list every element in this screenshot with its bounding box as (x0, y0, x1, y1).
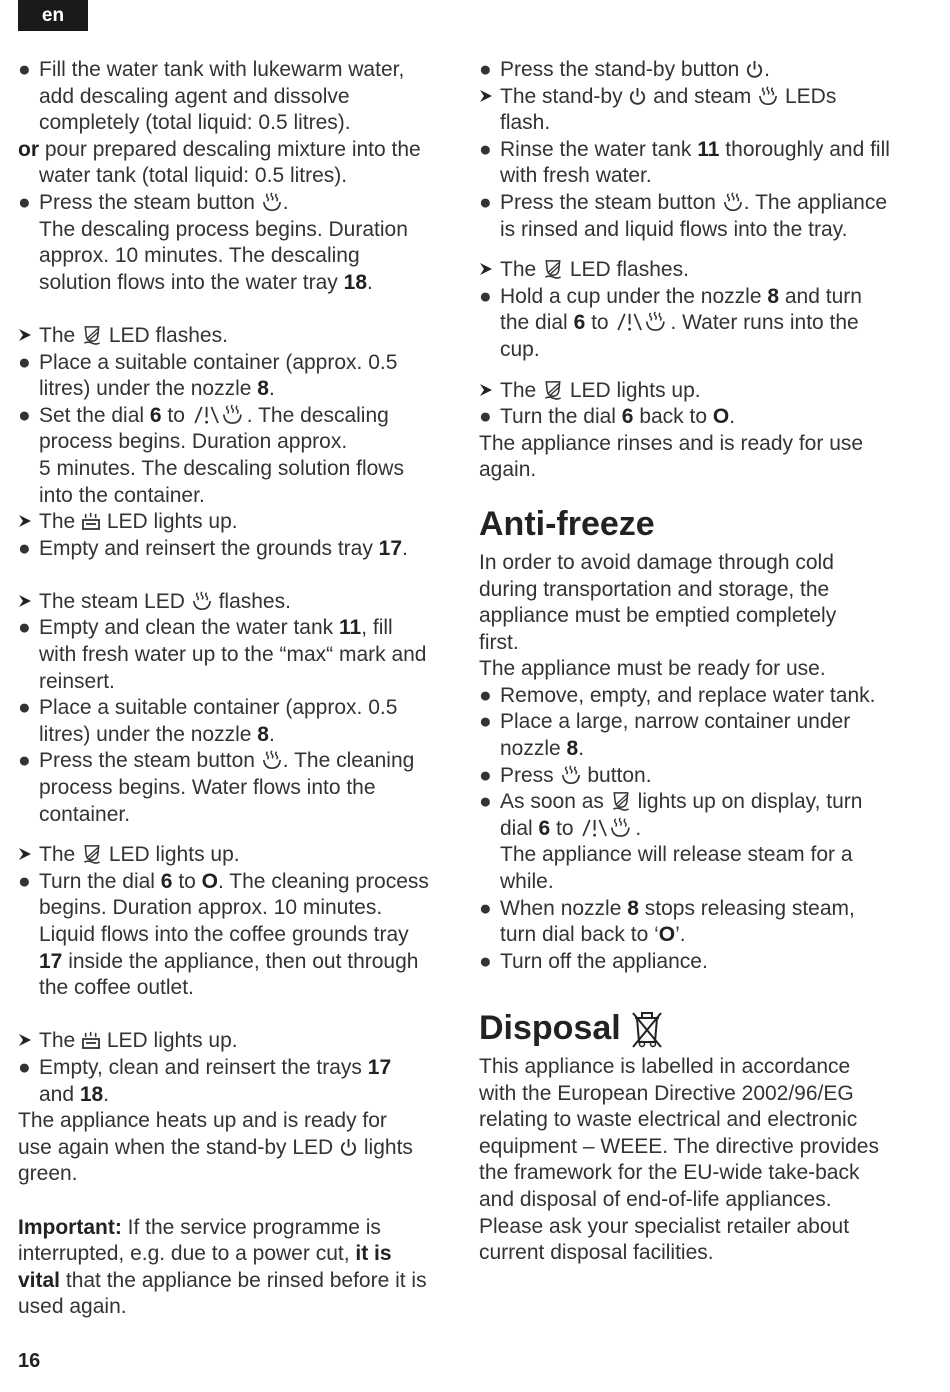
weee-crossed-bin-icon (630, 1009, 664, 1049)
list-item: ● Fill the water tank with lukewarm water, (18, 57, 458, 84)
list-item: ● Empty, clean and reinsert the trays 17 (18, 1055, 392, 1079)
left-column: ● Fill the water tank with lukewarm water, add descaling agent and dissolve completely (total liquid: 0.5 litres). or pour prepared descaling mixture into the water tank (total liquid: 0.5 litres). ● Press the steam button . The descaling process begins. Duration approx. 10 minutes. The descaling solution flows into the water tray 18. The LED flashes. ● Place a suitable container (approx. 0.5 litres) under the nozzle 8. ● Set the dial 6 to . The descaling process begins. Duration approx. 5 minutes. The descaling solution flows into the container. The LED lights up. ● Empty and reinsert the grounds tray 17. The steam LED flashes. ● Empty and clean the water tank 11, fill with fresh water up to the “max“ mark and reinsert. ● Place a suitable container (approx. 0.5 litres) under the nozzle 8. ● Press the steam button . The cleaning process begins. Water flows into the container. The LED lights up. ● Turn the dial 6 to O. The cleaning process begins. Duration approx. 10 minutes. Liquid flows into the coffee grounds tray 17 inside the appliance, then out through the coffee outlet. The LED lights up. ● Empty, clean and reinsert the trays 17 and 18. The appliance heats up and is ready for use again when the stand-by LED lights green. Important: If the service programme is interrupted, e.g. due to a power cut, it is vital that the appliance be rinsed before it is used again. (18, 57, 458, 1321)
page-number: 16 (18, 1350, 41, 1372)
descale-icon (81, 324, 103, 345)
list-item: ● Turn the dial 6 to O. The cleaning process (18, 869, 429, 893)
descale-icon (542, 258, 564, 279)
descale-icon (542, 379, 564, 400)
arrow-icon (18, 509, 39, 536)
steam-icon (191, 591, 213, 611)
arrow-icon (18, 323, 39, 350)
power-icon (339, 1138, 358, 1157)
language-tab: en (18, 0, 88, 31)
arrow-icon (479, 378, 500, 405)
dial-steam-position-icon (579, 817, 635, 838)
list-item: ● Rinse the water tank 11 thoroughly and fill (479, 137, 890, 161)
list-item: ● Press button. (479, 763, 652, 787)
arrow-icon (479, 257, 500, 284)
list-item: ● Turn off the appliance. (479, 949, 708, 973)
steam-icon (757, 86, 779, 106)
list-item: ● Place a suitable container (approx. 0.5 (18, 696, 398, 720)
list-item: ● Place a large, narrow container under (479, 710, 851, 734)
arrow-icon (18, 589, 39, 616)
arrow-icon (18, 1028, 39, 1055)
dial-steam-position-icon (614, 311, 670, 332)
list-item: ● Press the steam button . The appliance (479, 190, 888, 214)
disposal-heading: Disposal (479, 1002, 919, 1054)
steam-icon (261, 750, 283, 770)
arrow-icon (479, 84, 500, 111)
list-item: ● Press the steam button . (18, 190, 289, 214)
list-item: ● Place a suitable container (approx. 0.5 (18, 350, 398, 374)
list-item: ● Empty and reinsert the grounds tray 17. (18, 536, 408, 560)
arrow-icon (18, 842, 39, 869)
dial-steam-position-icon (191, 404, 247, 425)
list-item: ● Hold a cup under the nozzle 8 and turn (479, 284, 862, 308)
bullet: ● (18, 58, 31, 81)
list-item: ● As soon as lights up on display, turn (479, 790, 863, 814)
power-icon (745, 60, 764, 79)
descale-icon (610, 790, 632, 811)
steam-icon (261, 192, 283, 212)
grounds-tray-icon (81, 511, 101, 531)
power-icon (628, 87, 647, 106)
steam-icon (722, 192, 744, 212)
list-item: ● Empty and clean the water tank 11, fill (18, 616, 393, 640)
steam-icon (560, 765, 582, 785)
list-item: ● When nozzle 8 stops releasing steam, (479, 896, 855, 920)
grounds-tray-icon (81, 1030, 101, 1050)
list-item: ● Press the steam button . The cleaning (18, 749, 415, 773)
list-item: ● Remove, empty, and replace water tank. (479, 683, 876, 707)
right-column: ● Press the stand-by button . The stand-by and steam LEDs flash. ● Rinse the water tank 11 thoroughly and fill with fresh water. ● Press the steam button . The appliance is rinsed and liquid flows into the tray. The LED flashes. ● Hold a cup under the nozzle 8 and turn the dial 6 to . Water runs into the cup. The LED lights up. ● Turn the dial 6 back to O. The appliance rinses and is ready for use again. Anti-freeze In order to avoid damage through cold during transportation and storage, the appliance must be emptied completely first. The appliance must be ready for use. ● Remove, empty, and replace water tank. ● Place a large, narrow container under nozzle 8. ● Press button. ● As soon as lights up on display, turn dial 6 to . The appliance will release steam for a while. ● When nozzle 8 stops releasing steam, turn dial back to ‘O’. ● Turn off the appliance. Disposal This appliance is labelled in accordance with the European Directive 2002/96/EG relating to waste electrical and electronic equipment – WEEE. The directive provides the framework for the EU-wide take-back and disposal of end-of-life appliances. Please ask your specialist retailer about current disposal facilities. (479, 57, 919, 1267)
antifreeze-heading: Anti-freeze (479, 504, 655, 543)
list-item: ● Press the stand-by button . (479, 58, 770, 81)
list-item: ● Turn the dial 6 back to O. (479, 405, 736, 429)
list-item: ● Set the dial 6 to . The descaling (18, 403, 389, 427)
descale-icon (81, 843, 103, 864)
